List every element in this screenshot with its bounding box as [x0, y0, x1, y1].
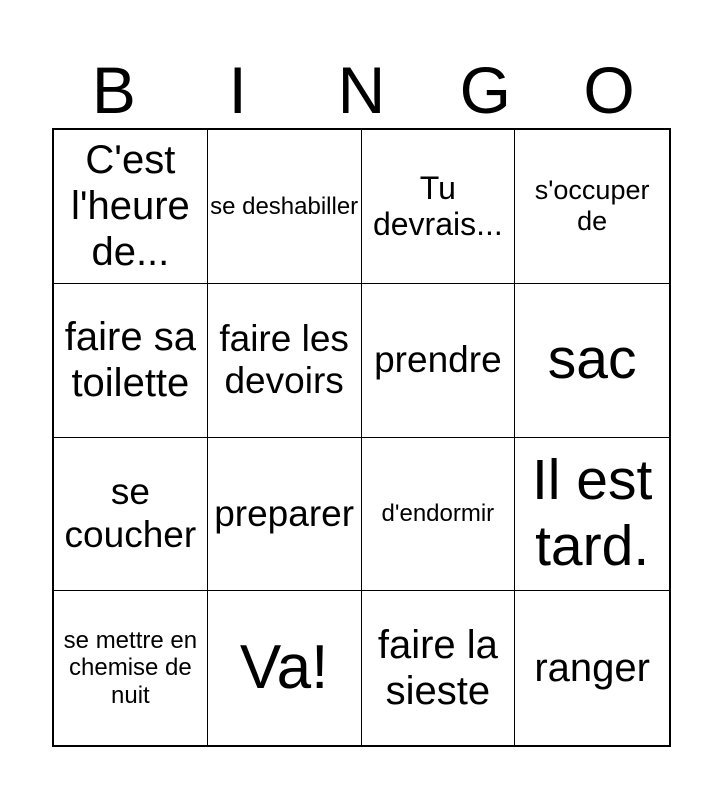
bingo-header: [52, 55, 671, 125]
bingo-cell[interactable]: [208, 438, 362, 592]
header-letter-b: B: [91, 53, 136, 127]
cell-text: faire la sieste: [377, 623, 498, 714]
cell-text: prendre: [374, 338, 502, 380]
cell-text: C'est l'heure de...: [70, 138, 190, 275]
bingo-cell[interactable]: [208, 284, 362, 438]
header-letter-i: I: [228, 53, 247, 127]
cell-text: faire les devoirs: [219, 317, 349, 402]
header-letter-g: G: [459, 53, 511, 127]
cell-text: se mettre en chemise de nuit: [63, 626, 198, 709]
bingo-cell[interactable]: [54, 130, 208, 284]
bingo-cell[interactable]: [54, 284, 208, 438]
cell-text: preparer: [214, 492, 355, 534]
header-letter-n: N: [337, 53, 386, 127]
bingo-cell[interactable]: [362, 130, 516, 284]
cell-text: ranger: [534, 646, 650, 691]
bingo-cell[interactable]: [362, 438, 516, 592]
header-letter-o: O: [583, 53, 635, 127]
bingo-cell[interactable]: [515, 591, 669, 745]
bingo-cell[interactable]: [515, 284, 669, 438]
bingo-cell[interactable]: [208, 591, 362, 745]
cell-text: Tu devrais...: [372, 169, 503, 243]
cell-text: Va!: [239, 633, 329, 703]
cell-text: faire sa toilette: [64, 315, 196, 406]
bingo-cell[interactable]: [515, 438, 669, 592]
bingo-cell[interactable]: [54, 591, 208, 745]
cell-text: d'endormir: [381, 500, 495, 528]
cell-text: sac: [547, 327, 637, 392]
cell-text: se coucher: [64, 471, 197, 555]
bingo-cell[interactable]: [54, 438, 208, 592]
bingo-board: [52, 128, 671, 747]
cell-text: se deshabiller: [210, 192, 359, 220]
bingo-cell[interactable]: [208, 130, 362, 284]
cell-text: Il est tard.: [531, 448, 653, 578]
bingo-cell[interactable]: [515, 130, 669, 284]
bingo-cell[interactable]: [362, 591, 516, 745]
bingo-cell[interactable]: [362, 284, 516, 438]
cell-text: s'occuper de: [534, 175, 650, 237]
